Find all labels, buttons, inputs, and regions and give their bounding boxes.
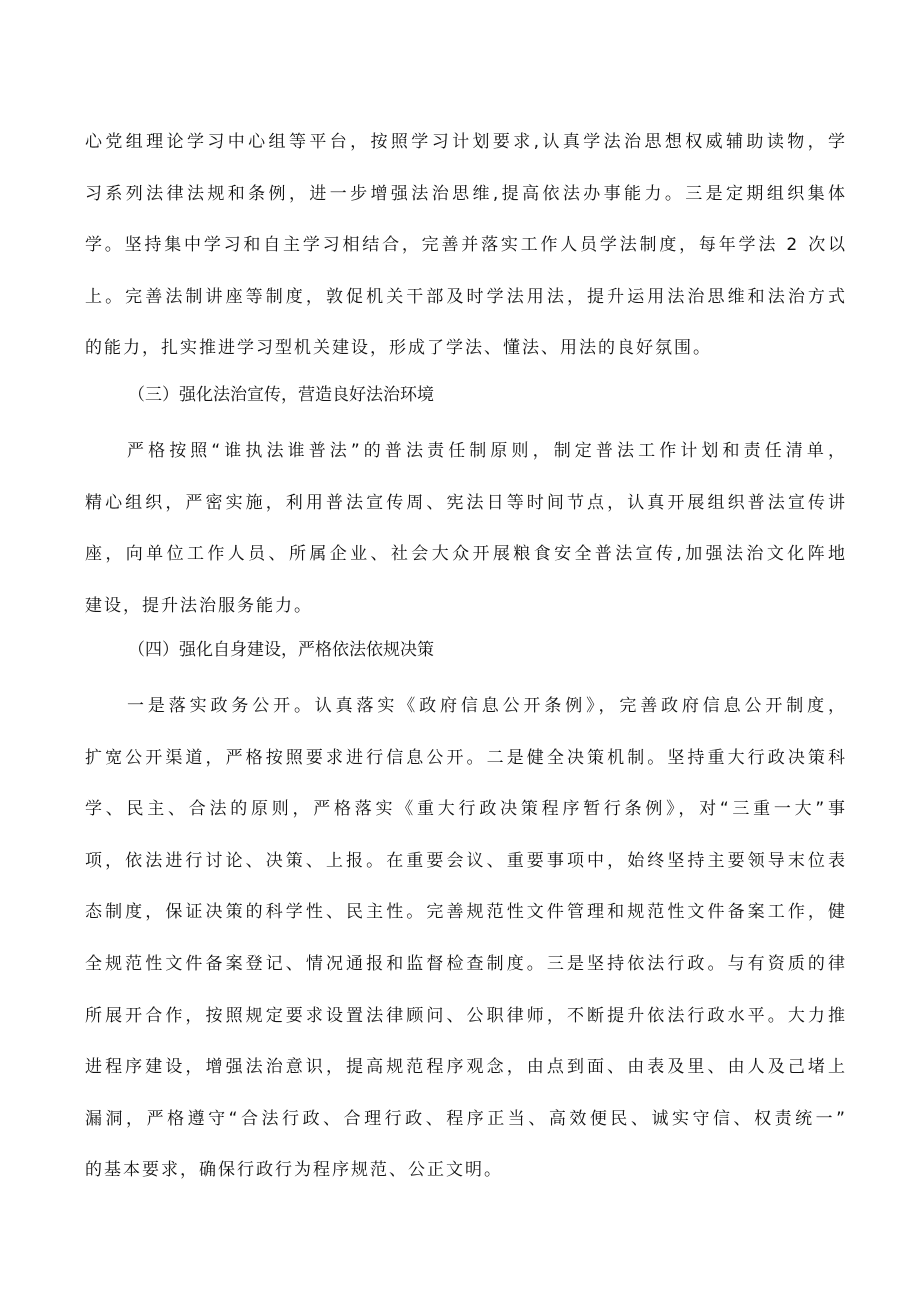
paragraph-line: 建设，提升法治服务能力。: [85, 595, 313, 616]
paragraph-line: 学。坚持集中学习和自主学习相结合，完善并落实工作人员学法制度，每年学法 2 次以: [85, 235, 848, 256]
paragraph-line: 项，依法进行讨论、决策、上报。在重要会议、重要事项中，始终坚持主要领导末位表: [85, 850, 849, 871]
paragraph-line: 漏洞，严格遵守“合法行政、合理行政、程序正当、高效便民、诚实守信、权责统一”: [85, 1108, 849, 1129]
paragraph-self-building: [85, 681, 849, 1197]
paragraph-line: 的基本要求，确保行政行为程序规范、公正文明。: [85, 1160, 503, 1181]
paragraph-line: 上。完善法制讲座等制度，敦促机关干部及时学法用法，提升运用法治思维和法治方式: [85, 286, 849, 307]
paragraph-line: 严格按照“谁执法谁普法”的普法责任制原则，制定普法工作计划和责任清单，: [127, 441, 850, 461]
paragraph-study: [85, 117, 849, 375]
paragraph-line: 的能力，扎实推进学习型机关建设，形成了学法、懂法、用法的良好氛围。: [85, 338, 712, 359]
paragraph-line: 所展开合作，按照规定要求设置法律顾问、公职律师，不断提升依法行政水平。大力推: [85, 1005, 849, 1026]
paragraph-line: 学、民主、合法的原则，严格落实《重大行政决策程序暂行条例》，对“三重一大”事: [85, 799, 849, 820]
paragraph-line: 扩宽公开渠道，严格按照要求进行信息公开。二是健全决策机制。坚持重大行政决策科: [85, 747, 849, 768]
paragraph-line: 全规范性文件备案登记、情况通报和监督检查制度。三是坚持依法行政。与有资质的律: [85, 953, 849, 974]
paragraph-line: 进程序建设，增强法治意识，提高规范程序观念，由点到面、由表及里、由人及己堵上: [85, 1057, 849, 1078]
paragraph-line: 精心组织，严密实施，利用普法宣传周、宪法日等时间节点，认真开展组织普法宣传讲: [85, 492, 849, 513]
paragraph-line: 座，向单位工作人员、所属企业、社会大众开展粮食安全普法宣传,加强法治文化阵地: [85, 544, 849, 565]
paragraph-line: 态制度，保证决策的科学性、民主性。完善规范性文件管理和规范性文件备案工作，健: [85, 902, 849, 923]
paragraph-line: 心党组理论学习中心组等平台，按照学习计划要求,认真学法治思想权威辅助读物，学: [85, 132, 849, 152]
paragraph-line: 习系列法律法规和条例，进一步增强法治思维,提高依法办事能力。三是定期组织集体: [85, 183, 849, 204]
paragraph-line: 一是落实政务公开。认真落实《政府信息公开条例》，完善政府信息公开制度，: [127, 696, 849, 716]
paragraph-publicity: [85, 426, 850, 632]
section-heading-4: （四）强化自身建设，严格依法依规决策: [128, 640, 434, 660]
section-heading-3: （三）强化法治宣传，营造良好法治环境: [128, 385, 434, 405]
